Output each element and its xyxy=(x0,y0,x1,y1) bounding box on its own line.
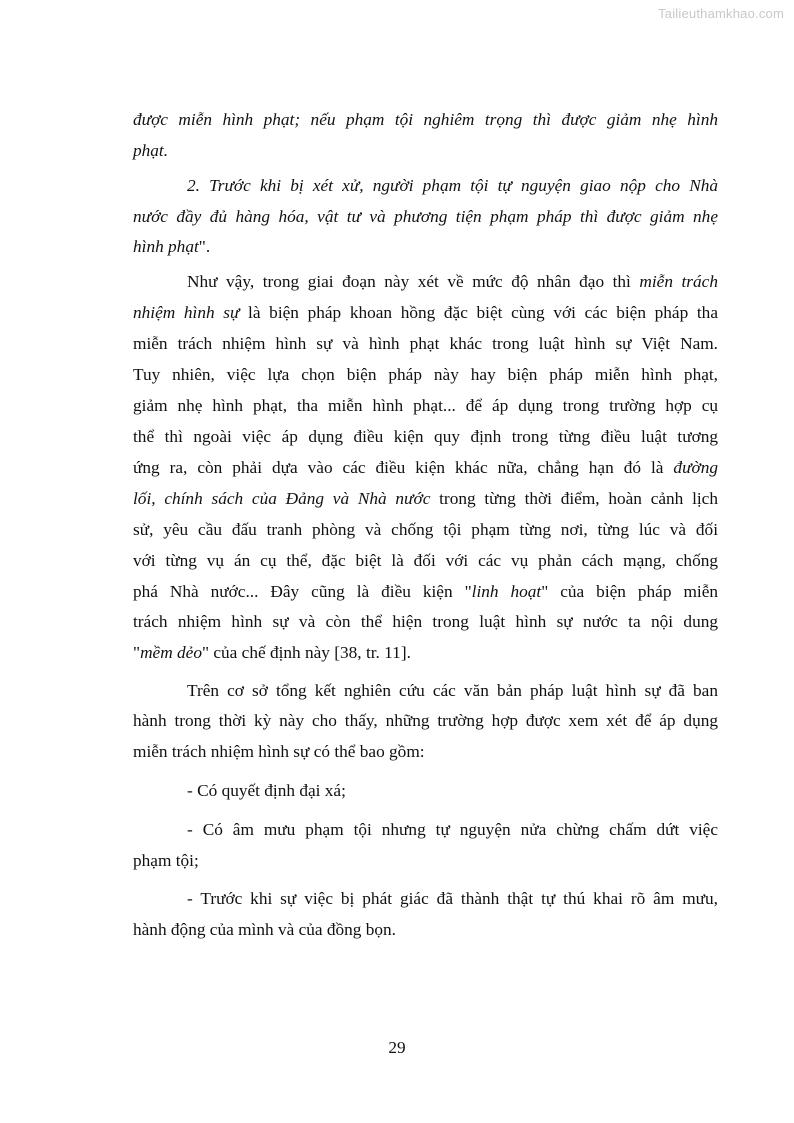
italic-text: hình phạt xyxy=(133,237,199,256)
text: - Có quyết định đại xá; xyxy=(187,781,346,800)
text: là biện pháp khoan hồng đặc biệt cùng với các biện pháp tha xyxy=(239,303,718,322)
text: thể thì ngoài việc áp dụng điều kiện quy định trong từng điều luật tương xyxy=(133,427,718,446)
italic-text: phạt. xyxy=(133,141,169,160)
text: trách nhiệm hình sự và còn thể hiện trong luật hình sự nước ta nội dung xyxy=(133,612,718,631)
italic-text: nước đầy đủ hàng hóa, vật tư và phương tiện phạm pháp thì được giảm nhẹ xyxy=(133,207,718,226)
text-line xyxy=(133,452,718,483)
italic-text: 2. Trước khi bị xét xử, người phạm tội tự nguyện giao nộp cho Nhà xyxy=(187,176,718,195)
text: " xyxy=(133,643,141,662)
italic-text: linh hoạt xyxy=(471,582,542,601)
text-line xyxy=(133,514,718,545)
italic-text: lối, chính sách của Đảng và Nhà nước xyxy=(133,489,431,508)
text: hành động của mình và của đồng bọn. xyxy=(133,920,396,939)
text: Như vậy, trong giai đoạn này xét về mức độ nhân đạo thì xyxy=(187,272,640,291)
italic-text: miễn trách xyxy=(639,272,718,291)
text: hành trong thời kỳ này cho thấy, những trường hợp được xem xét để áp dụng xyxy=(133,711,718,730)
text-line xyxy=(133,545,718,576)
text-line xyxy=(133,135,718,166)
text: Tuy nhiên, việc lựa chọn biện pháp này hay biện pháp miễn hình phạt, xyxy=(133,365,718,384)
text-line xyxy=(133,675,718,706)
text: phạm tội; xyxy=(133,851,199,870)
text-line xyxy=(133,297,718,328)
text: - Trước khi sự việc bị phát giác đã thành thật tự thú khai rõ âm mưu, xyxy=(187,889,718,908)
text-line xyxy=(133,328,718,359)
text-line xyxy=(133,231,718,262)
text: miễn trách nhiệm hình sự có thể bao gồm: xyxy=(133,742,425,761)
text: trong từng thời điểm, hoàn cảnh lịch xyxy=(430,489,718,508)
text-line xyxy=(133,104,718,135)
text-line xyxy=(133,736,718,767)
list-item xyxy=(133,775,718,806)
list-item xyxy=(133,883,718,914)
text: với từng vụ án cụ thể, đặc biệt là đối với các vụ phản cách mạng, chống xyxy=(133,551,718,570)
text: " của biện pháp miễn xyxy=(541,582,719,601)
text-line xyxy=(133,266,718,297)
italic-text: nhiệm hình sự xyxy=(133,303,240,322)
text: giảm nhẹ hình phạt, tha miễn hình phạt... để áp dụng trong trường hợp cụ xyxy=(133,396,718,415)
text: Trên cơ sở tổng kết nghiên cứu các văn bản pháp luật hình sự đã ban xyxy=(187,681,718,700)
text: miễn trách nhiệm hình sự và hình phạt khác trong luật hình sự Việt Nam. xyxy=(133,334,718,353)
italic-text: đường xyxy=(673,458,718,477)
text: sử, yêu cầu đấu tranh phòng và chống tội phạm từng nơi, từng lúc và đối xyxy=(133,520,718,539)
italic-text: mềm dẻo xyxy=(140,643,202,662)
text: " của chế định này [38, tr. 11]. xyxy=(201,643,411,662)
text-line xyxy=(133,637,718,668)
text-line xyxy=(133,576,718,607)
page-number: 29 xyxy=(388,1038,406,1057)
text-line xyxy=(133,170,718,201)
text-line xyxy=(133,845,718,876)
text: phá Nhà nước... Đây cũng là điều kiện " xyxy=(133,582,472,601)
text-line xyxy=(133,201,718,232)
text-line xyxy=(133,483,718,514)
list-item xyxy=(133,814,718,845)
text-line xyxy=(133,390,718,421)
text-line xyxy=(133,606,718,637)
italic-text: được miễn hình phạt; nếu phạm tội nghiêm trọng thì được giảm nhẹ hình xyxy=(133,110,718,129)
text-line xyxy=(133,421,718,452)
text-line xyxy=(133,705,718,736)
watermark: Tailieuthamkhao.com xyxy=(658,6,784,21)
text: - Có âm mưu phạm tội nhưng tự nguyện nửa chừng chấm dứt việc xyxy=(187,820,718,839)
text-line xyxy=(133,359,718,390)
text: ". xyxy=(198,237,211,256)
text-line xyxy=(133,914,718,945)
text: ứng ra, còn phải dựa vào các điều kiện khác nữa, chẳng hạn đó là xyxy=(133,458,674,477)
